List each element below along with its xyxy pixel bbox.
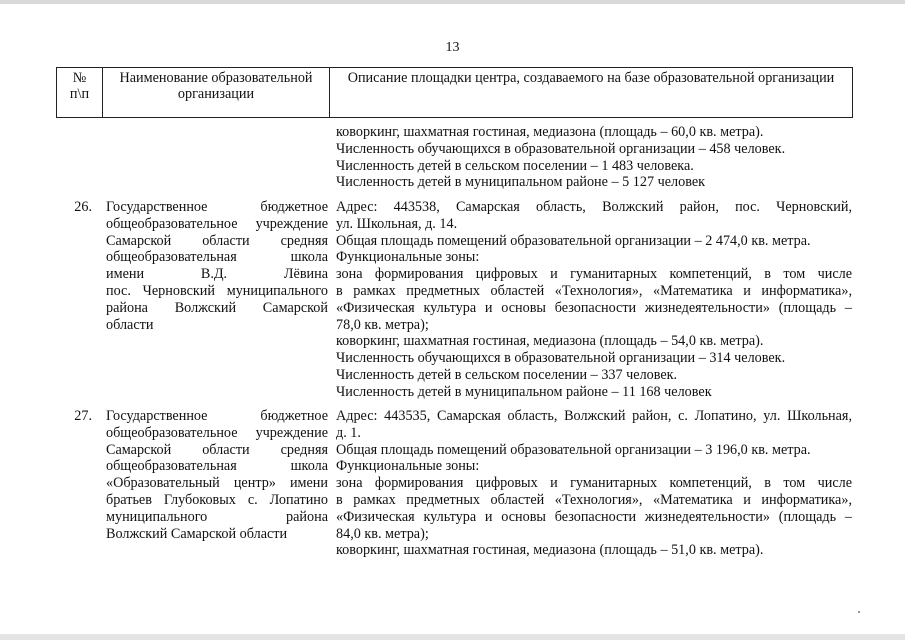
scan-speck xyxy=(858,611,860,613)
name-line: Самарской области средняя xyxy=(106,441,328,458)
header-number-cell xyxy=(57,68,103,118)
page-number: 13 xyxy=(445,40,460,55)
name-line: общеобразовательное учреждение xyxy=(106,215,328,232)
name-line: пос. Черновский муниципального xyxy=(106,282,328,299)
organization-name xyxy=(106,408,328,542)
desc-line: Функциональные зоны: xyxy=(336,458,480,475)
desc-line: «Физическая культура и основы безопасности жизнедеятельности» (площадь – xyxy=(336,508,852,525)
name-line: области xyxy=(106,316,154,333)
name-line: «Образовательный центр» имени xyxy=(106,475,328,492)
bottom-edge xyxy=(0,634,905,640)
header-name: Наименование образовательной организации xyxy=(119,70,313,102)
name-line: имени В.Д. Лёвина xyxy=(106,266,328,283)
name-line: муниципального района xyxy=(106,508,328,525)
desc-line: коворкинг, шахматная гостиная, медиазона (площадь – 51,0 кв. метра). xyxy=(336,542,764,559)
desc-line: Адрес: 443535, Самарская область, Волжский район, с. Лопатино, ул. Школьная, xyxy=(336,408,852,424)
row-number: 26. xyxy=(74,199,92,215)
desc-line: Численность обучающихся в образовательной организации – 314 человек. xyxy=(336,350,786,367)
desc-line: Общая площадь помещений образовательной организации – 2 474,0 кв. метра. xyxy=(336,232,811,249)
continuation-line: Численность детей в муниципальном районе – 5 127 человек xyxy=(336,174,706,191)
organization-description xyxy=(336,199,852,401)
name-line: братьев Глубоковых с. Лопатино xyxy=(106,491,328,508)
name-line: района Волжский Самарской xyxy=(106,299,328,316)
desc-line: коворкинг, шахматная гостиная, медиазона (площадь – 54,0 кв. метра). xyxy=(336,333,764,350)
name-line: общеобразовательная школа xyxy=(106,458,328,475)
desc-line: д. 1. xyxy=(336,424,361,441)
desc-line: зона формирования цифровых и гуманитарных компетенций, в том числе xyxy=(336,475,852,492)
table-header xyxy=(56,67,853,118)
desc-line: 78,0 кв. метра); xyxy=(336,316,429,333)
continuation-line: Численность обучающихся в образовательной организации – 458 человек. xyxy=(336,140,786,157)
name-line: общеобразовательная школа xyxy=(106,249,328,266)
desc-line: ул. Школьная, д. 14. xyxy=(336,215,458,232)
organization-name xyxy=(106,199,328,333)
name-line: Волжский Самарской области xyxy=(106,525,288,542)
continuation-line: Численность детей в сельском поселении – 1 483 человека. xyxy=(336,157,694,174)
header-description: Описание площадки центра, создаваемого на базе образовательной организации xyxy=(347,70,835,86)
header-description-cell xyxy=(330,68,853,118)
desc-line: Численность детей в муниципальном районе – 11 168 человек xyxy=(336,383,712,400)
desc-line: зона формирования цифровых и гуманитарных компетенций, в том числе xyxy=(336,266,852,283)
desc-line: 84,0 кв. метра); xyxy=(336,525,429,542)
desc-line: Функциональные зоны: xyxy=(336,249,480,266)
name-line: общеобразовательное учреждение xyxy=(106,424,328,441)
continuation-block xyxy=(336,124,852,191)
name-line: Государственное бюджетное xyxy=(106,199,328,215)
desc-line: «Физическая культура и основы безопасности жизнедеятельности» (площадь – xyxy=(336,299,852,316)
row-number: 27. xyxy=(74,408,92,424)
name-line: Государственное бюджетное xyxy=(106,408,328,424)
desc-line: в рамках предметных областей «Технология», «Математика и информатика», xyxy=(336,491,852,508)
desc-line: Общая площадь помещений образовательной организации – 3 196,0 кв. метра. xyxy=(336,441,811,458)
header-number: № п\п xyxy=(69,70,90,102)
continuation-line: коворкинг, шахматная гостиная, медиазона (площадь – 60,0 кв. метра). xyxy=(336,124,764,140)
desc-line: Адрес: 443538, Самарская область, Волжский район, пос. Черновский, xyxy=(336,199,852,215)
desc-line: Численность детей в сельском поселении – 337 человек. xyxy=(336,366,678,383)
name-line: Самарской области средняя xyxy=(106,232,328,249)
top-edge xyxy=(0,0,905,4)
organization-description xyxy=(336,408,852,559)
desc-line: в рамках предметных областей «Технология», «Математика и информатика», xyxy=(336,282,852,299)
header-name-cell xyxy=(103,68,330,118)
